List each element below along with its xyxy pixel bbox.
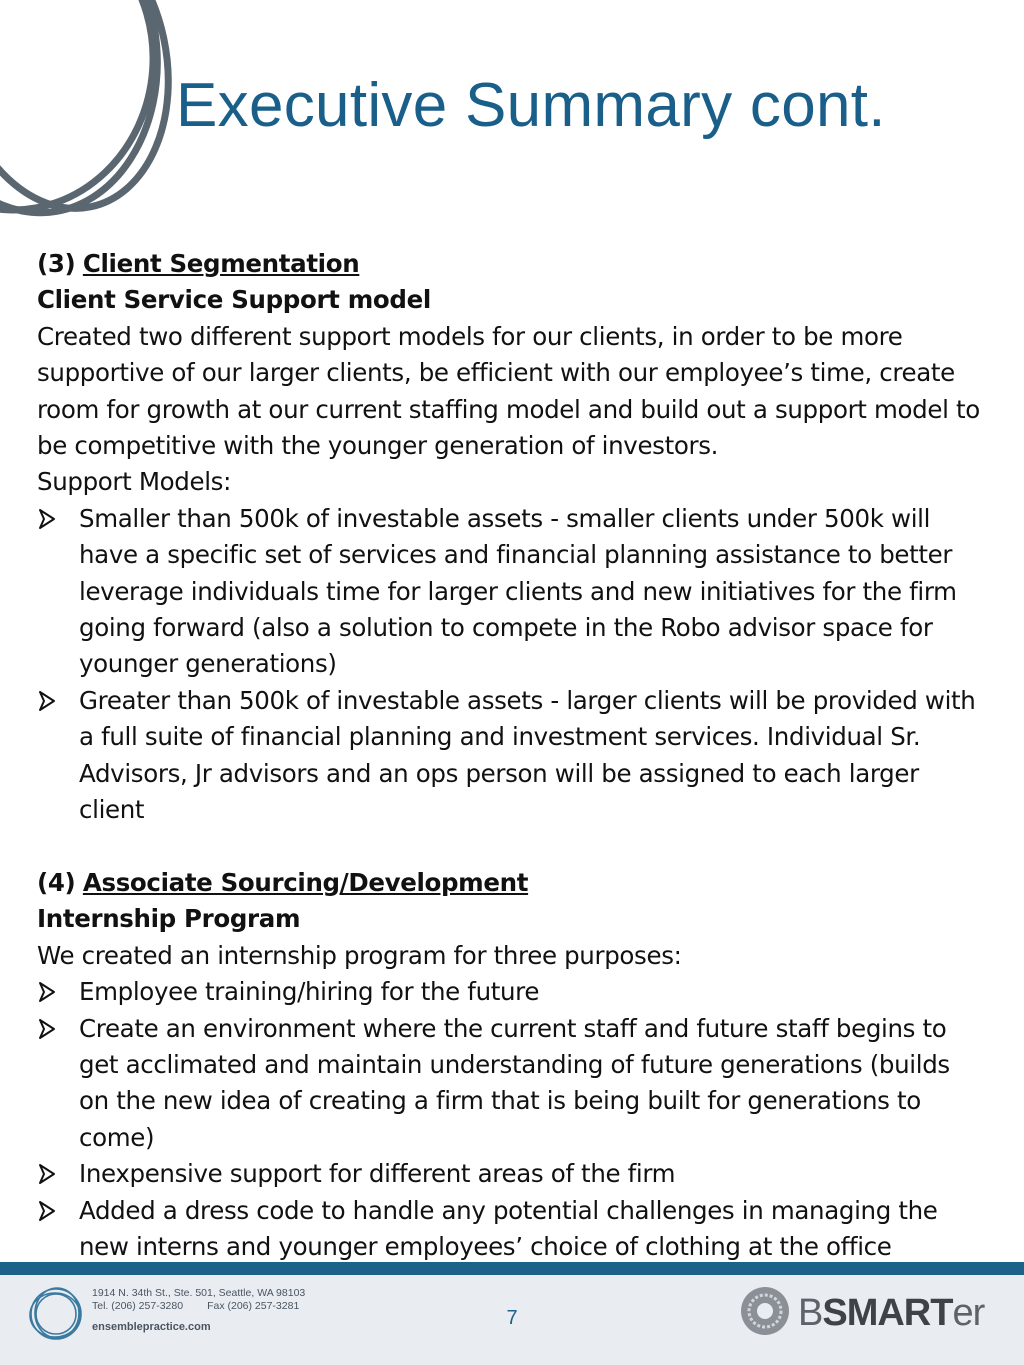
section-3-heading (37, 246, 987, 282)
section-4-number: (4) (37, 867, 76, 897)
list-item (37, 974, 987, 1010)
footer-bar (0, 1262, 1024, 1275)
brand-suffix: er (952, 1292, 985, 1334)
section-3-title: Client Segmentation (82, 249, 360, 278)
arrow-bullet-icon (37, 974, 59, 1010)
bsmarter-logo-icon (738, 1284, 792, 1338)
section-4-title: Associate Sourcing/Development (82, 867, 529, 897)
arrow-bullet-icon (37, 683, 59, 719)
list-item (37, 1193, 987, 1266)
slide-body (37, 246, 987, 1265)
brand-bold: SMART (822, 1292, 953, 1334)
section-3-list-intro: Support Models: (37, 467, 231, 497)
list-item-text: Added a dress code to handle any potential challenges in managing the new interns and younger employees’ choice of clothing at the office (79, 1195, 938, 1261)
list-item-text: Inexpensive support for different areas of the firm (79, 1159, 676, 1189)
list-item (37, 501, 987, 683)
slide-title: Executive Summary cont. (176, 71, 886, 140)
page-number: 7 (506, 1307, 518, 1329)
brand-prefix: B (798, 1292, 823, 1334)
arrow-bullet-icon (37, 1156, 59, 1192)
list-item (37, 1156, 987, 1192)
list-item-text: Create an environment where the current staff and future staff begins to get acclimated and maintain understanding of future generations (builds on the new idea of creating a firm that is being built for generations to come) (79, 1013, 950, 1152)
decorative-rings (0, 0, 200, 230)
support-models-list (37, 501, 987, 829)
section-4-subheading: Internship Program (37, 904, 301, 934)
list-item-text: Smaller than 500k of investable assets - smaller clients under 500k will have a specific set of services and financial planning assistance to better leverage individuals time for larger clients and new initiatives for the firm going forward (also a solution to compete in the Robo advisor space for younger generations) (79, 503, 957, 679)
footer-fax: Fax (206) 257-3281 (207, 1300, 300, 1312)
footer-tel: Tel. (206) 257-3280 (92, 1300, 184, 1312)
section-3-subheading: Client Service Support model (37, 285, 431, 315)
footer-website: ensemblepractice.com (92, 1321, 211, 1333)
list-item (37, 1011, 987, 1157)
section-3-paragraph: Created two different support models for our clients, in order to be more supportive of our larger clients, be efficient with our employee’s time, create room for growth at our current staffing model and build out a support model to be competitive with the younger generation of investors. (37, 321, 980, 461)
arrow-bullet-icon (37, 1011, 59, 1047)
arrow-bullet-icon (37, 501, 59, 537)
footer-address: 1914 N. 34th St., Ste. 501, Seattle, WA 98103 (92, 1287, 306, 1299)
list-item-text: Greater than 500k of investable assets - larger clients will be provided with a full suite of financial planning and investment services. Individual Sr. Advisors, Jr advisors and an ops person will be assigned to each larger client (79, 685, 976, 825)
arrow-bullet-icon (37, 1193, 59, 1229)
section-4-heading (37, 865, 987, 901)
spacer (37, 829, 987, 865)
internship-purposes-list (37, 974, 987, 1265)
section-4-intro: We created an internship program for three purposes: (37, 940, 682, 970)
list-item (37, 683, 987, 829)
section-3-number: (3) (37, 249, 76, 278)
brand-wordmark (798, 1292, 984, 1335)
footer (0, 1275, 1024, 1365)
list-item-text: Employee training/hiring for the future (79, 977, 540, 1007)
